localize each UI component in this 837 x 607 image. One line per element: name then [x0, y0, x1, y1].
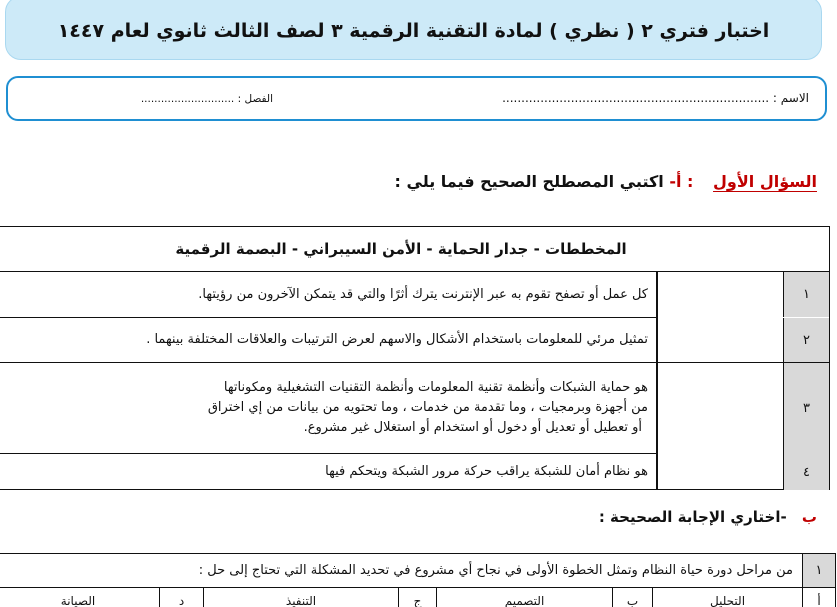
mcq-question-1-text: من مراحل دورة حياة النظام وتمثل الخطوة الأولى في نجاح أي مشروع في تحديد المشكلة التي تحتاج إلى حل :: [198, 563, 793, 578]
option-letter-c[interactable]: ج: [398, 588, 436, 607]
name-blank[interactable]: ......................................................................: [502, 91, 770, 105]
section-a-prefix: : أ-: [669, 172, 694, 191]
student-info-box: [6, 76, 827, 121]
section-b-heading: [599, 508, 817, 526]
exam-title: اختبار فتري ٢ ( نظري ) لمادة التقنية الرقمية ٣ لصف الثالث ثانوي لعام ١٤٤٧: [57, 20, 770, 42]
row-number-1: ١: [783, 272, 829, 317]
question1-label: السؤال الأول: [713, 172, 817, 191]
question-text-3-line-1: هو حماية الشبكات وأنظمة تقنية المعلومات وأنظمة التقنيات التشغيلية ومكوناتها: [223, 380, 648, 395]
row-number-4: ٤: [783, 454, 829, 490]
option-a[interactable]: التحليل: [652, 588, 802, 607]
question-text-2-label: تمثيل مرئي للمعلومات باستخدام الأشكال والاسهم لعرض الترتيبات والعلاقات المختلفة بينهما .: [146, 331, 648, 347]
question-text-1-label: كل عمل أو تصفح تقوم به عبر الإنترنت يترك أثرًا والتي قد يتمكن الآخرون من رؤيتها.: [198, 286, 648, 302]
mcq-question-1: [0, 554, 802, 587]
option-letter-d[interactable]: د: [159, 588, 203, 607]
option-c[interactable]: التنفيذ: [203, 588, 398, 607]
exam-title-box: [5, 0, 822, 60]
option-d[interactable]: الصيانة: [60, 594, 96, 607]
question-text-3-line-2: من أجهزة وبرمجيات ، وما تقدمة من خدمات ، وما تحتويه من بيانات من إي اختراق: [207, 400, 648, 415]
row-number-2: ٢: [783, 318, 829, 363]
terms-bank: المخططات - جدار الحماية - الأمن السيبراني - البصمة الرقمية: [175, 240, 627, 258]
mcq-table: [0, 553, 836, 607]
answer-cell-1-2[interactable]: [657, 272, 783, 363]
name-label: الاسم :: [772, 91, 809, 105]
question-text-2: [0, 317, 657, 363]
question-text-3-line-3: أو تعطيل أو تعديل أو دخول أو استخدام أو استغلال غير مشروع.: [303, 420, 642, 435]
section-b-instruction: -اختاري الإجابة الصحيحة :: [598, 508, 787, 526]
mcq-number-1: ١: [802, 554, 835, 587]
option-letter-a[interactable]: أ: [802, 588, 835, 607]
student-class-field[interactable]: [141, 93, 273, 105]
terms-table: [0, 226, 830, 490]
section-a-instruction: اكتبي المصطلح الصحيح فيما يلي :: [394, 172, 664, 191]
class-blank[interactable]: ............................: [140, 93, 235, 105]
question-text-4-label: هو نظام أمان للشبكة يراقب حركة مرور الشبكة ويتحكم فيها: [325, 463, 648, 479]
question1-heading: [395, 172, 817, 191]
option-b[interactable]: التصميم: [436, 588, 612, 607]
student-name-field[interactable]: [502, 91, 809, 105]
row-number-3: ٣: [783, 363, 829, 454]
section-b-letter: ب: [801, 508, 817, 526]
question-text-4: [0, 453, 657, 490]
question-text-3: [0, 363, 657, 454]
class-label: الفصل :: [237, 93, 273, 105]
question-text-1: [0, 272, 657, 318]
option-letter-b[interactable]: ب: [612, 588, 652, 607]
mcq-options-row: [0, 587, 835, 607]
answer-cell-3-4[interactable]: [657, 363, 783, 490]
terms-bank-header: [0, 227, 829, 272]
